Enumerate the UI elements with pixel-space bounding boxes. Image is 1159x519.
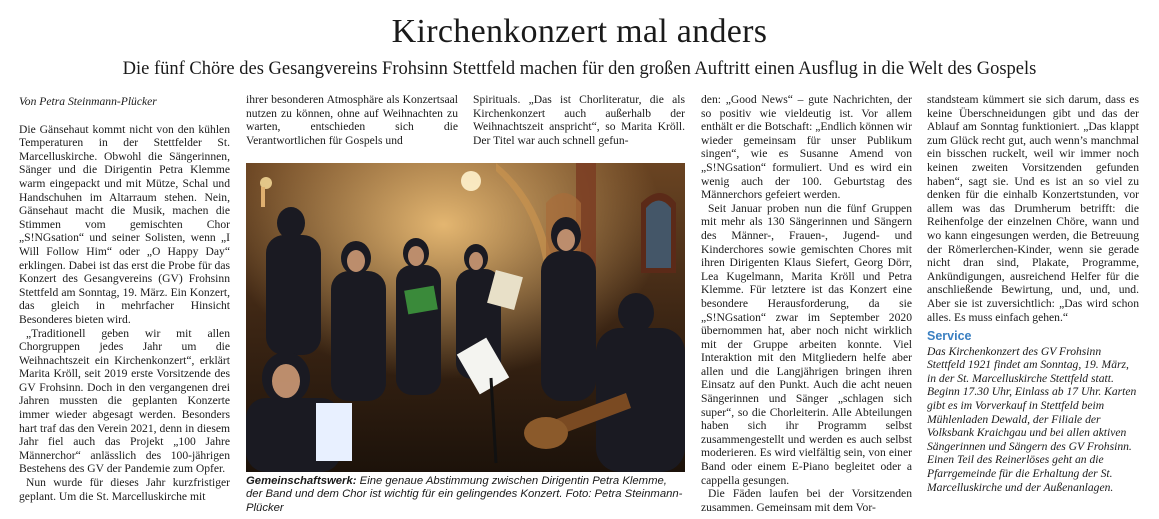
column-3 bbox=[473, 93, 685, 147]
paragraph: den: „Good News“ – gute Nachrichten, der so positiv wie vieldeutig ist. Vor allem enthält er die Botschaft: „Endlich können wir wieder gemeinsam für unser Publikum singen“, wie es Susanne Amend von „S!NGsation“ formuliert. Und es wird ein wenig auch der 100. Geburtstag des Männerchors gefeiert werden. bbox=[701, 93, 912, 202]
paragraph: standsteam kümmert sie sich darum, dass es keine Überschneidungen gibt und das der Ablauf am Sonntag funktioniert. „Das klappt zum Glück recht gut, auch wenn’s manchmal ein bisschen ruckelt, weil wir immer noch keinen zweiten Vorsitzenden gefunden haben“, sagt sie. Und es ist an so viel zu denken für die einhalb Konzertstunden, vor allem was das Drumherum betrifft: die Reihenfolge der einzelnen Chöre, wann und wo kann eingesungen werden, die Betreuung der Römerlerchen-Kinder, wenn sie gerade nicht dran sind, Plakate, Programme, Ankündigungen, ausreichend Helfer für die anschließende Bewirtung, und, und, und. Aber sie ist zuversichtlich: „Das wird schon alles. Es muss einfach gehen.“ bbox=[927, 93, 1139, 324]
choir-rehearsal-photo bbox=[246, 163, 685, 472]
paragraph: „Traditionell geben wir mit allen Chorgruppen jedes Jahr um die Weihnachtszeit ein Kirchenkonzert“, erklärt Marita Kröll, seit 2019 erste Vorsitzende des GV Frohsinn. Doch in den vergangenen drei Jahren mussten die geplanten Konzerte immer wieder abgesagt werden. Besonders hart traf das den Verein 2021, denn in diesem Jahr fiel auch das Projekt „100 Jahre Männerchor“ anlässlich des 100-jährigen Bestehens des GV der Pandemie zum Opfer. bbox=[19, 326, 230, 476]
column-1 bbox=[19, 95, 230, 503]
subheadline: Die fünf Chöre des Gesangvereins Frohsinn Stettfeld machen für den großen Auftritt einen Ausflug in die Welt des Gospels bbox=[122, 59, 1037, 79]
paragraph: Spirituals. „Das ist Chorliteratur, die als Kirchenkonzert auch außerhalb der Weihnachtszeit anspricht“, so Marita Kröll. Der Titel war auch schnell gefun- bbox=[473, 93, 685, 147]
column-5 bbox=[927, 93, 1139, 494]
column-4 bbox=[701, 93, 912, 514]
caption-text: Eine genaue Abstimmung zwischen Dirigentin Petra Klemme, der Band und dem Chor ist wichtig für ein gelingendes Konzert. Foto: Petra Steinmann-Plücker bbox=[246, 475, 683, 514]
headline: Kirchenkonzert mal anders bbox=[391, 13, 768, 50]
paragraph: Die Gänsehaut kommt nicht von den kühlen Temperaturen in der Stettfelder St. Marcelluskirche. Obwohl die Sängerinnen, Sänger und die Dirigentin Petra Klemme warm eingepackt und mit Mütze, Schal und Handschuhen im Altarraum stehen. Nein, Gänsehaut macht die Musik, machen die Stimmen vom gemischten Chor „S!NGsation“ und seiner Solisten, wenn „I Will Follow Him“ oder „O Happy Day“ erklingen. Dabei ist das erst die Probe für das Konzert des Gesangvereins (GV) Frohsinn Stettfeld am Sonntag, 19. März. Ein Konzert, das gleich in mehrfacher Hinsicht Besonderes bieten wird. bbox=[19, 122, 230, 326]
column-2 bbox=[246, 93, 458, 147]
service-title: Service bbox=[927, 329, 972, 344]
paragraph: Nun wurde für dieses Jahr kurzfristiger geplant. Um die St. Marcelluskirche mit bbox=[19, 476, 230, 503]
service-text: Das Kirchenkonzert des GV Frohsinn Stettfeld 1921 findet am Sonntag, 19. März, in der St. Marcelluskirche Stettfeld statt. Beginn 17.30 Uhr, Einlass ab 17 Uhr. Karten gibt es im Vorverkauf in Stettfeld beim Mühlenladen Dewald, der Filiale der Volksbank Kraichgau und bei allen aktiven Sängerinnen und Sängern des GV Frohsinn. Einen Teil des Reinerlöses geht an die Pfarrgemeinde für die Erhaltung der St. Marcelluskirche und der Außenanlagen. bbox=[927, 344, 1137, 494]
paragraph: Seit Januar proben nun die fünf Gruppen mit mehr als 130 Sängerinnen und Sängern des Männer-, Frauen-, Jugend- und Kinderchores sowie gemischten Chores mit ihren Dirigenten Klaus Siefert, Georg Dörr, Lea Kugelmann, Marita Kröll und Petra Klemme. Für letztere ist das Konzert eine besondere Herausforderung, da sie „S!NGsation“ zwar im September 2020 übernommen hat, aber noch nicht wirklich mit der Gruppe arbeiten konnte. Viel Interaktion mit den Mitgliedern helfe aber allen und die Langjährigen bringen ihren Einsatz auf den Punkt. Auch die acht neuen Sängerinnen und Sänger „schlagen sich super“, so die Chorleiterin. Alle Abteilungen haben sich ihr Programm selbst zusammengestellt und werden es auch selbst moderieren. Es wird vielfältig sein, von einer Band oder einem E-Piano begleitet oder a cappella gesungen. bbox=[701, 201, 912, 487]
paragraph: Die Fäden laufen bei der Vorsitzenden zusammen. Gemeinsam mit dem Vor- bbox=[701, 487, 912, 514]
caption-label: Gemeinschaftswerk: bbox=[246, 475, 357, 487]
byline: Von Petra Steinmann-Plücker bbox=[19, 95, 157, 108]
photo-caption bbox=[246, 475, 685, 515]
paragraph: ihrer besonderen Atmosphäre als Konzertsaal nutzen zu können, ohne auf Weihnachten zu warten, entschieden sich die Verantwortlichen für Gospels und bbox=[246, 93, 458, 147]
